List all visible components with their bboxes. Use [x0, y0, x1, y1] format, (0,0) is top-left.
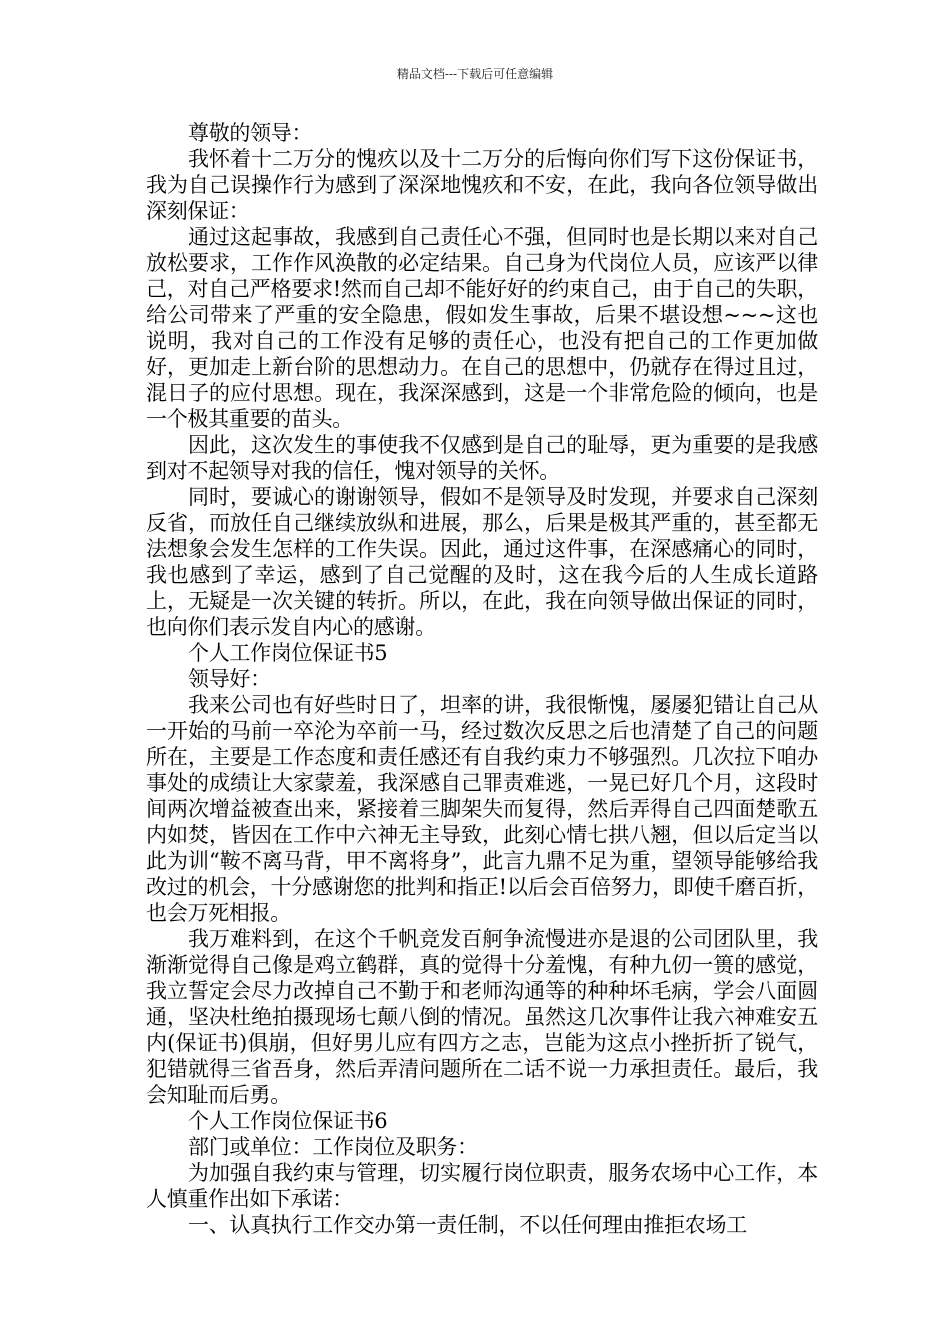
- paragraph: 我万难料到，在这个千帆竞发百舸争流慢进亦是退的公司团队里，我渐渐觉得自己像是鸡立鹤群，真的觉得十分羞愧，有种九仞一篑的感觉，我立誓定会尽力改掉自己不勤于和老师沟通等的种种坏毛病，学会八面圆通，坚决杜绝拍摄现场七颠八倒的情况。虽然这几次事件让我六神难安五内(保证书)俱崩，但好男儿应有四方之志，岂能为这点小挫折折了锐气，犯错就得三省吾身，然后弄清问题所在二话不说一力承担责任。最后，我会知耻而后勇。: [146, 927, 818, 1107]
- document-body: [146, 120, 818, 1238]
- paragraph: 我怀着十二万分的愧疚以及十二万分的后悔向你们写下这份保证书，我为自己误操作行为感到了深深地愧疚和不安，在此，我向各位领导做出深刻保证：: [146, 147, 818, 223]
- paragraph: 我来公司也有好些时日了，坦率的讲，我很惭愧，屡屡犯错让自己从一开始的马前一卒沦为卒前一马，经过数次反思之后也清楚了自己的问题所在，主要是工作态度和责任感还有自我约束力不够强烈。几次拉下咱办事处的成绩让大家蒙羞，我深感自己罪责难逃，一晃已好几个月，这段时间两次增益被查出来，紧接着三脚架失而复得，然后弄得自己四面楚歌五内如焚，皆因在工作中六神无主导致，此刻心情七拱八翘，但以后定当以此为训“鞍不离马背，甲不离将身”，此言九鼎不足为重，望领导能够给我改过的机会，十分感谢您的批判和指正!以后会百倍努力，即使千磨百折，也会万死相报。: [146, 693, 818, 925]
- page-header: 精品文档---下载后可任意编辑: [396, 67, 554, 81]
- salutation: 尊敬的领导：: [188, 121, 313, 145]
- section-heading: 个人工作岗位保证书6: [188, 1109, 388, 1133]
- paragraph: 为加强自我约束与管理，切实履行岗位职责，服务农场中心工作，本人慎重作出如下承诺：: [146, 1161, 818, 1211]
- paragraph: 因此，这次发生的事使我不仅感到是自己的耻辱，更为重要的是我感到对不起领导对我的信任，愧对领导的关怀。: [146, 433, 818, 483]
- form-line: 部门或单位：工作岗位及职务：: [188, 1135, 478, 1159]
- section-heading: 个人工作岗位保证书5: [188, 641, 388, 665]
- salutation: 领导好：: [188, 667, 271, 691]
- paragraph: 通过这起事故，我感到自己责任心不强，但同时也是长期以来对自己放松要求，工作作风涣散的必定结果。自己身为代岗位人员，应该严以律己，对自己严格要求!然而自己却不能好好的约束自己，由于自己的失职，给公司带来了严重的安全隐患，假如发生事故，后果不堪设想~~~这也说明，我对自己的工作没有足够的责任心，也没有把自己的工作更加做好，更加走上新台阶的思想动力。在自己的思想中，仍就存在得过且过，混日子的应付思想。现在，我深深感到，这是一个非常危险的倾向，也是一个极其重要的苗头。: [146, 225, 818, 431]
- paragraph: 同时，要诚心的谢谢领导，假如不是领导及时发现，并要求自己深刻反省，而放任自己继续放纵和进展，那么，后果是极其严重的，甚至都无法想象会发生怎样的工作失误。因此，通过这件事，在深感痛心的同时，我也感到了幸运，感到了自己觉醒的及时，这在我今后的人生成长道路上，无疑是一次关键的转折。所以，在此，我在向领导做出保证的同时，也向你们表示发自内心的感谢。: [146, 485, 818, 639]
- paragraph: 一、认真执行工作交办第一责任制，不以任何理由推拒农场工: [188, 1213, 747, 1237]
